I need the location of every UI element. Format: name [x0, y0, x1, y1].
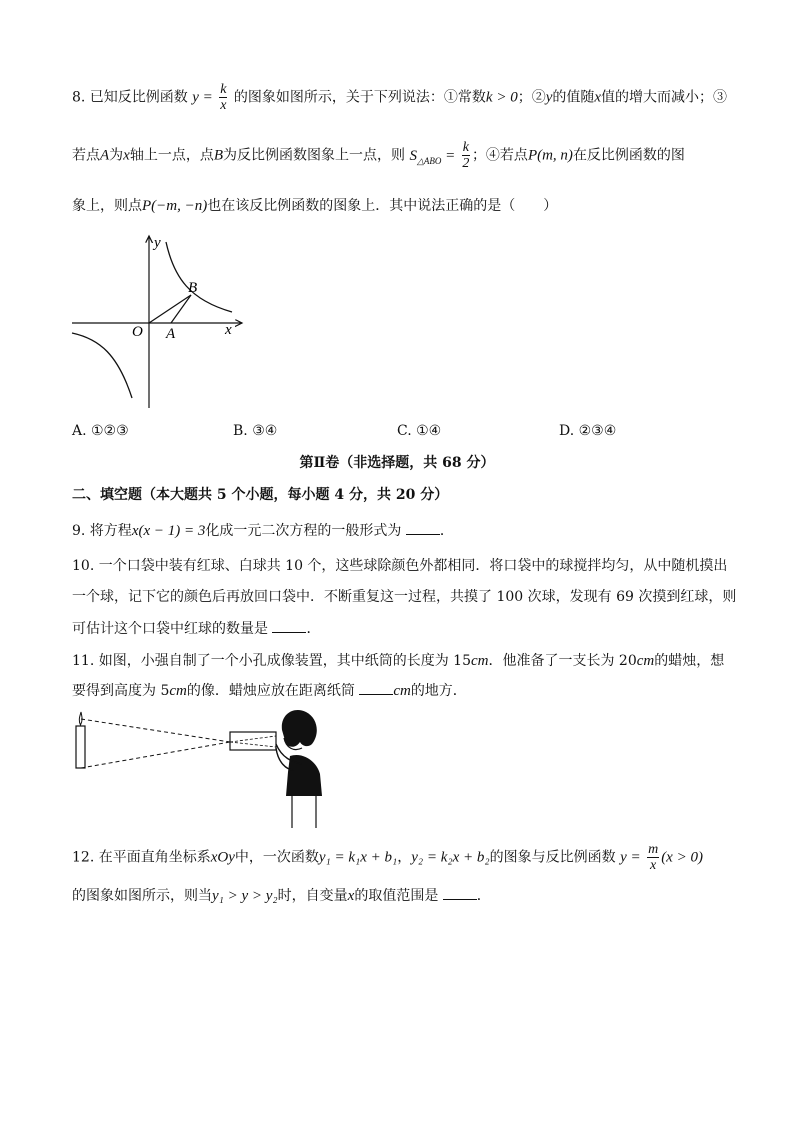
q8-function-lhs: y =	[192, 89, 213, 106]
light-ray-bottom	[81, 742, 230, 768]
q12-text: 的取值范围是	[354, 888, 439, 904]
q8-text: 若点	[72, 147, 100, 164]
q12-text: 的图象与反比例函数	[489, 849, 616, 866]
q12-text: 中，一次函数	[234, 849, 319, 866]
q11-text: ．他准备了一支长为 20	[488, 653, 637, 669]
answer-blank[interactable]	[443, 885, 477, 900]
q10-line2: 一个球，记下它的颜色后再放回口袋中．不断重复这一过程，共摸了 100 次球，发现有 69 次摸到红球，则	[72, 589, 737, 605]
q8-text: ；④若点	[471, 147, 528, 164]
q9-text: 9. 将方程	[72, 523, 132, 539]
q11-text: 要得到高度为 5	[72, 683, 170, 699]
segment-OB	[149, 295, 191, 323]
hyperbola-branch-first-quadrant	[166, 242, 232, 312]
q11-text: 11. 如图，小强自制了一个小孔成像装置，其中纸筒的长度为 15	[72, 653, 471, 669]
triangle-area: $S_{\triangle ABO}$ =	[409, 147, 456, 166]
point-A-label: A	[166, 326, 176, 342]
linear-function-2: y₂ = k₂x + b₂	[411, 849, 490, 866]
q8-condition: k > 0	[485, 89, 518, 106]
q8-text: 为	[109, 147, 124, 164]
q12-function-lhs: y =	[620, 849, 641, 866]
linear-function-1: y₁ = k₁x + b₁	[318, 849, 398, 866]
q10-text: ．	[306, 621, 321, 637]
answer-blank[interactable]	[272, 618, 306, 633]
option-c[interactable]: C. ①④	[397, 423, 442, 439]
var-x: x	[123, 147, 130, 164]
person-hair-icon	[282, 710, 317, 747]
pinhole-camera-illustration	[70, 708, 330, 830]
part-2-title: 第Ⅱ卷（非选择题，共 68 分）	[299, 455, 495, 471]
option-b[interactable]: B. ③④	[233, 423, 278, 439]
q12-inequality: y₁ > y > y₂	[212, 888, 278, 904]
unit-cm: cm	[636, 653, 655, 669]
q8-text: 值的增大而减小；③	[601, 89, 728, 106]
point-B-label: B	[188, 280, 198, 296]
flame-icon	[79, 712, 82, 725]
q8-text: 为反比例函数图象上一点，则	[223, 147, 406, 164]
q8-text: 的值随	[552, 89, 595, 106]
point-B: B	[213, 147, 224, 164]
light-ray-top	[81, 719, 230, 742]
q12-text: 时，自变量	[277, 888, 348, 904]
q12-text: ．	[476, 888, 491, 904]
var-x: x	[347, 888, 355, 904]
coordinate-system: xOy	[210, 849, 235, 866]
q8-text: 的图象如图所示，关于下列说法：①常数	[233, 89, 486, 106]
q9	[72, 520, 454, 541]
q10-line1: 10. 一个口袋中装有红球、白球共 10 个，这些球除颜色外都相同．将口袋中的球搅拌均匀，从中随机摸出	[72, 558, 728, 574]
q11-text: 的蜡烛，想	[654, 653, 725, 669]
unit-cm: cm	[393, 683, 411, 699]
unit-cm: cm	[169, 683, 187, 699]
x-axis-label: x	[225, 322, 232, 338]
point-P: P(m, n)	[527, 147, 573, 164]
q12-domain: (x > 0)	[661, 849, 703, 866]
q8-line1	[72, 82, 727, 113]
var-y: y	[545, 89, 553, 106]
point-A: A	[100, 147, 110, 164]
q8-fraction-k-over-x: $\frac{k}{x}$	[220, 82, 227, 113]
q8-line2	[72, 140, 685, 171]
q9-text: 化成一元二次方程的一般形式为	[205, 523, 402, 539]
candle-icon	[76, 726, 85, 768]
answer-blank[interactable]	[359, 680, 393, 695]
var-x: x	[594, 89, 602, 106]
q8-text: 8. 已知反比例函数	[72, 89, 188, 106]
option-a[interactable]: A. ①②③	[72, 423, 129, 439]
point-P-neg: P(−m, −n)	[142, 198, 208, 214]
q12-fraction-m-over-x: $\frac{m}{x}$	[648, 842, 659, 873]
answer-blank[interactable]	[406, 520, 440, 535]
q11-line1	[72, 651, 724, 671]
hyperbola-branch-third-quadrant	[72, 333, 132, 398]
q11-text: 的像．蜡烛应放在距离纸筒	[186, 683, 355, 699]
section-2-heading: 二、填空题（本大题共 5 个小题，每小题 4 分，共 20 分）	[72, 487, 449, 503]
origin-label: O	[132, 324, 143, 340]
q8-fraction-k-over-2: $\frac{k}{2}$	[462, 140, 470, 171]
q8-hyperbola-graph	[70, 230, 250, 410]
q10-line3	[72, 618, 320, 639]
q8-text: 象上，则点	[72, 198, 142, 214]
q11-text: 的地方．	[410, 683, 467, 699]
q8-line3	[72, 196, 557, 216]
q12-text: ，	[397, 849, 412, 866]
segment-AB	[171, 295, 191, 323]
q8-text: 轴上一点，点	[129, 147, 214, 164]
q12-line1	[72, 842, 703, 873]
option-d[interactable]: D. ②③④	[559, 423, 617, 439]
q9-equation: x(x − 1) = 3	[131, 523, 206, 539]
q12-line2	[72, 885, 491, 906]
q8-text: 在反比例函数的图	[572, 147, 685, 164]
q8-text: 也在该反比例函数的图象上．其中说法正确的是（ ）	[207, 198, 558, 214]
q8-text: ；②	[517, 89, 546, 106]
q12-text: 的图象如图所示，则当	[72, 888, 212, 904]
y-axis-label: y	[154, 235, 161, 251]
q9-text: ．	[439, 523, 454, 539]
unit-cm: cm	[470, 653, 489, 669]
q10-text: 可估计这个口袋中红球的数量是	[72, 621, 268, 637]
q11-line2	[72, 680, 467, 701]
q12-text: 12. 在平面直角坐标系	[72, 849, 211, 866]
